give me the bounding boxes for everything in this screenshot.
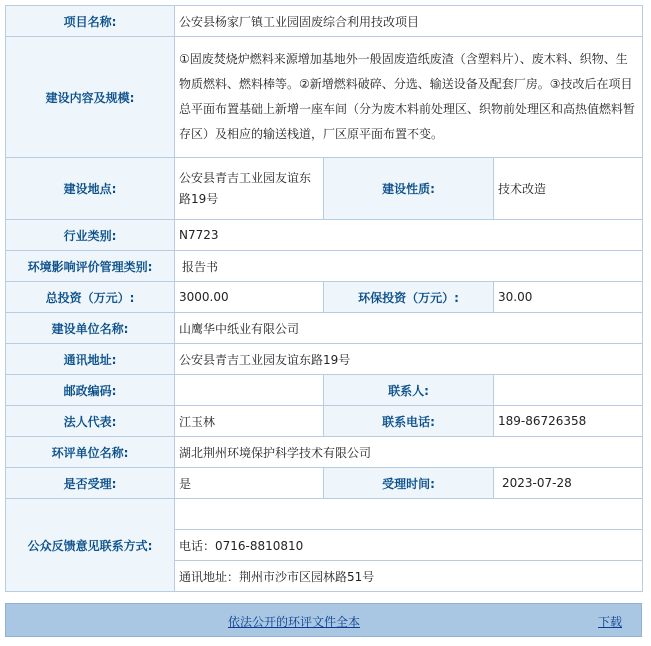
download-link[interactable]: 下载: [598, 615, 623, 629]
project-name-value: 公安县杨家厂镇工业园固废综合利用技改项目: [175, 6, 643, 37]
total-investment-value: 3000.00: [175, 282, 324, 313]
postcode-label: 邮政编码:: [6, 375, 175, 406]
row-eia-unit: [6, 437, 643, 468]
nature-label: 建设性质:: [324, 158, 494, 220]
feedback-line1: [175, 499, 643, 530]
location-value: 公安县青吉工业园友谊东路19号: [175, 158, 324, 220]
project-name-label: 项目名称:: [6, 6, 175, 37]
row-postcode: [6, 375, 643, 406]
industry-label: 行业类别:: [6, 220, 175, 251]
legal-rep-value: 江玉林: [175, 406, 324, 437]
location-label: 建设地点:: [6, 158, 175, 220]
builder-label: 建设单位名称:: [6, 313, 175, 344]
phone-label: 联系电话:: [324, 406, 494, 437]
row-scale: [6, 37, 643, 158]
accept-time-label: 受理时间:: [324, 468, 494, 499]
row-project-name: [6, 6, 643, 37]
project-info-panel: [5, 5, 642, 592]
accepted-value: 是: [175, 468, 324, 499]
env-investment-label: 环保投资（万元）:: [324, 282, 494, 313]
contact-value: [494, 375, 643, 406]
full-text-link[interactable]: 依法公开的环评文件全本: [228, 615, 361, 629]
feedback-address: 通讯地址：荆州市沙市区园林路51号: [175, 561, 643, 592]
row-location: [6, 158, 643, 220]
builder-value: 山鹰华中纸业有限公司: [175, 313, 643, 344]
feedback-label: 公众反馈意见联系方式:: [6, 499, 175, 592]
project-info-table: [5, 5, 643, 592]
feedback-phone: 电话：0716-8810810: [175, 530, 643, 561]
postcode-value: [175, 375, 324, 406]
row-industry: [6, 220, 643, 251]
legal-rep-label: 法人代表:: [6, 406, 175, 437]
contact-label: 联系人:: [324, 375, 494, 406]
row-address: [6, 344, 643, 375]
phone-value: 189-86726358: [494, 406, 643, 437]
scale-label: 建设内容及规模:: [6, 37, 175, 158]
row-eia-category: [6, 251, 643, 282]
row-feedback-1: [6, 499, 643, 530]
accepted-label: 是否受理:: [6, 468, 175, 499]
scale-value: ①固废焚烧炉燃料来源增加基地外一般固废造纸废渣（含塑料片）、废木料、织物、生物质燃料、燃料棒等。②新增燃料破碎、分选、输送设备及配套厂房。③技改后在项目总平面布置基础上新增一座车间（分为废木料前处理区、织物前处理区和高热值燃料暂存区）及相应的输送栈道，厂区原平面布置不变。: [175, 37, 643, 158]
eia-unit-label: 环评单位名称:: [6, 437, 175, 468]
eia-category-label: 环境影响评价管理类别:: [6, 251, 175, 282]
address-label: 通讯地址:: [6, 344, 175, 375]
document-footer-bar: [5, 603, 642, 637]
row-builder: [6, 313, 643, 344]
address-value: 公安县青吉工业园友谊东路19号: [175, 344, 643, 375]
eia-unit-value: 湖北荆州环境保护科学技术有限公司: [175, 437, 643, 468]
row-legal-rep: [6, 406, 643, 437]
nature-value: 技术改造: [494, 158, 643, 220]
env-investment-value: 30.00: [494, 282, 643, 313]
total-investment-label: 总投资（万元）:: [6, 282, 175, 313]
industry-value: N7723: [175, 220, 643, 251]
row-investment: [6, 282, 643, 313]
accept-time-value: 2023-07-28: [494, 468, 643, 499]
row-accepted: [6, 468, 643, 499]
eia-category-value: 报告书: [175, 251, 643, 282]
